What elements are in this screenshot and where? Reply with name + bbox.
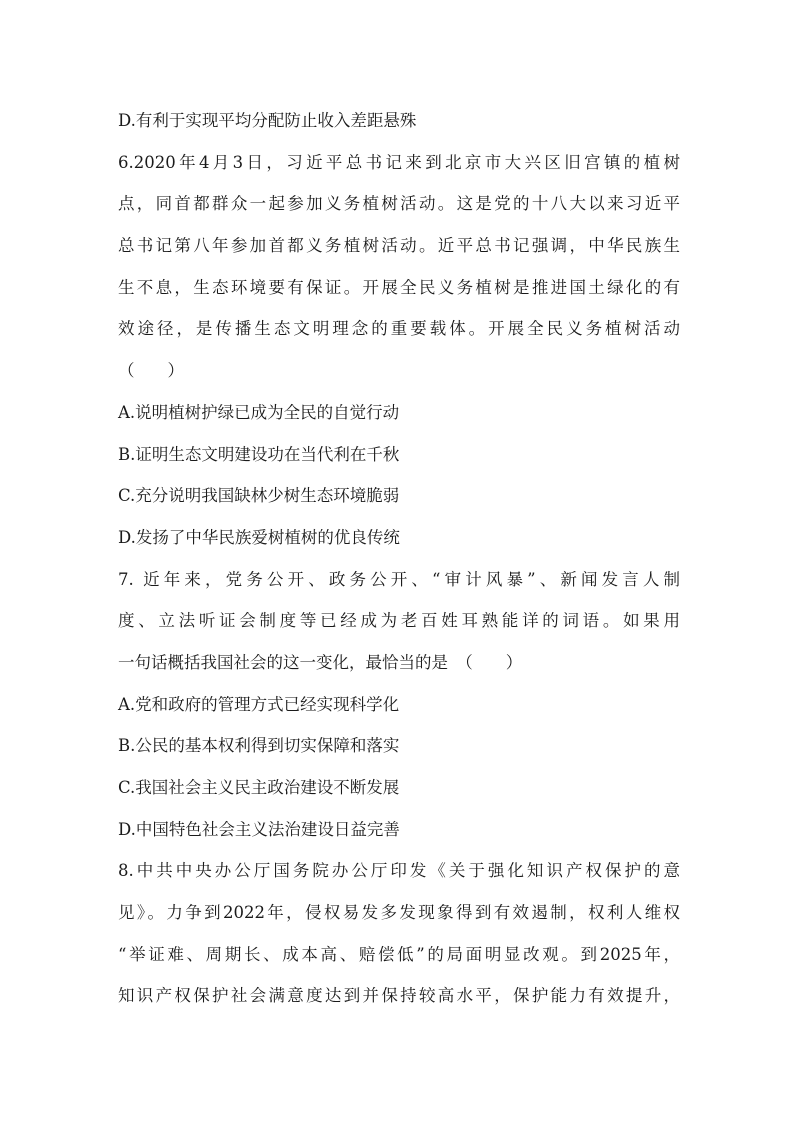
option-7b: B.公民的基本权利得到切实保障和落实 bbox=[118, 736, 400, 756]
question-6-line-4: 生不息，生态环境要有保证。开展全民义务植树是推进国土绿化的有 bbox=[118, 277, 680, 297]
option-5d: D.有利于实现平均分配防止收入差距悬殊 bbox=[118, 111, 417, 130]
option-7a: A.党和政府的管理方式已经实现科学化 bbox=[118, 694, 400, 714]
option-6a: A.说明植树护绿已成为全民的自觉行动 bbox=[118, 402, 400, 422]
question-6-line-3: 总书记第八年参加首都义务植树活动。近平总书记强调，中华民族生 bbox=[118, 236, 680, 256]
question-8-line-3: “举证难、周期长、成本高、赔偿低”的局面明显改观。到2025年， bbox=[118, 944, 680, 964]
question-7-line-1: 7. 近年来，党务公开、政务公开、“审计风暴”、新闻发言人制 bbox=[118, 569, 680, 589]
option-6c: C.充分说明我国缺林少树生态环境脆弱 bbox=[118, 486, 400, 506]
question-7-line-2: 度、立法听证会制度等已经成为老百姓耳熟能详的词语。如果用 bbox=[118, 611, 680, 631]
question-8-line-1: 8.中共中央办公厅国务院办公厅印发《关于强化知识产权保护的意 bbox=[118, 861, 680, 881]
question-6-line-2: 点，同首都群众一起参加义务植树活动。这是党的十八大以来习近平 bbox=[118, 194, 680, 214]
question-text-block bbox=[118, 100, 680, 1017]
option-6b: B.证明生态文明建设功在当代利在千秋 bbox=[118, 444, 400, 464]
question-7-line-3: 一句话概括我国社会的这一变化，最恰当的是 （ ） bbox=[118, 652, 523, 672]
question-6-line-5: 效途径，是传播生态文明理念的重要载体。开展全民义务植树活动 bbox=[118, 319, 680, 339]
option-7c: C.我国社会主义民主政治建设不断发展 bbox=[118, 778, 400, 797]
question-8-line-4: 知识产权保护社会满意度达到并保持较高水平，保护能力有效提升， bbox=[118, 986, 680, 1006]
question-6-line-1: 6.2020年4月3日，习近平总书记来到北京市大兴区旧宫镇的植树 bbox=[118, 152, 680, 172]
question-6-answer-paren: （ ） bbox=[118, 361, 184, 381]
option-7d: D.中国特色社会主义法治建设日益完善 bbox=[118, 819, 400, 839]
option-6d: D.发扬了中华民族爱树植树的优良传统 bbox=[118, 527, 400, 547]
question-8-line-2: 见》。力争到2022年，侵权易发多发现象得到有效遏制，权利人维权 bbox=[118, 903, 680, 923]
